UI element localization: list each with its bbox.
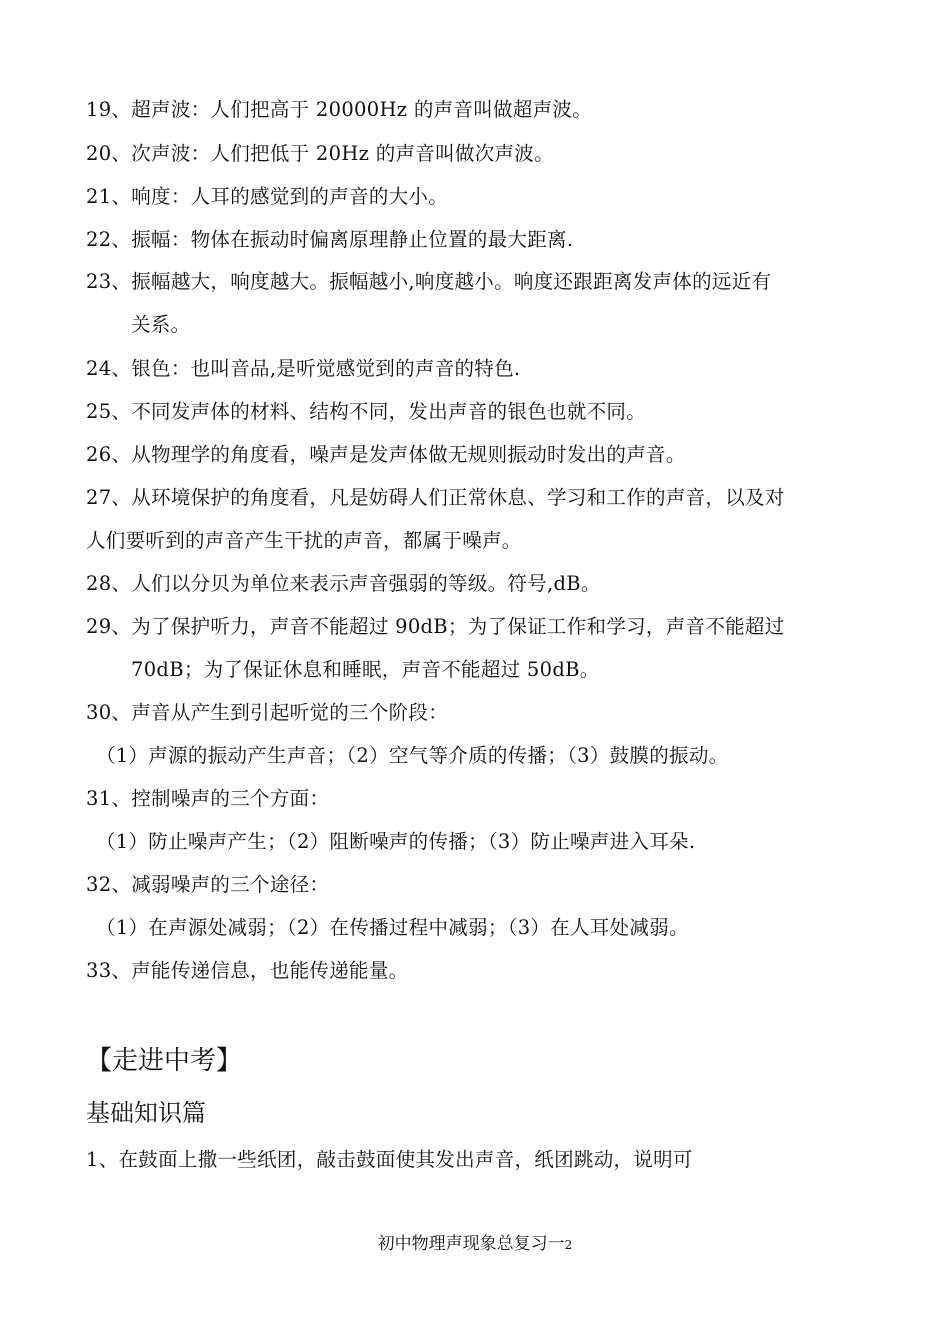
item-27-continuation: 人们要听到的声音产生干扰的声音，都属于噪声。 — [86, 529, 522, 552]
item-25: 25、不同发声体的材料、结构不同，发出声音的银色也就不同。 — [86, 400, 647, 423]
section-title: 【走进中考】 — [86, 1046, 243, 1076]
item-28: 28、人们以分贝为单位来表示声音强弱的等级。符号,dB。 — [86, 572, 601, 595]
item-22: 22、振幅：物体在振动时偏离原理静止位置的最大距离. — [86, 228, 574, 251]
item-23: 23、振幅越大，响度越大。振幅越小,响度越小。响度还跟距离发声体的远近有 — [86, 270, 772, 293]
item-23-continuation: 关系。 — [131, 313, 191, 336]
question-1: 1、在鼓面上撒一些纸团，敲击鼓面使其发出声音，纸团跳动，说明可 — [86, 1148, 693, 1171]
item-30-stages: （1）声源的振动产生声音；（2）空气等介质的传播；（3）鼓膜的振动。 — [96, 744, 729, 767]
item-31-aspects: （1）防止噪声产生；（2）阻断噪声的传播；（3）防止噪声进入耳朵. — [96, 830, 696, 853]
item-27: 27、从环境保护的角度看，凡是妨碍人们正常休息、学习和工作的声音，以及对 — [86, 486, 785, 509]
page-footer — [0, 1232, 950, 1257]
subsection-title: 基础知识篇 — [86, 1099, 206, 1127]
item-19: 19、超声波：人们把高于 20000Hz 的声音叫做超声波。 — [86, 98, 593, 121]
item-33: 33、声能传递信息，也能传递能量。 — [86, 959, 409, 982]
item-32-ways: （1）在声源处减弱；（2）在传播过程中减弱；（3）在人耳处减弱。 — [96, 916, 689, 939]
item-26: 26、从物理学的角度看，噪声是发声体做无规则振动时发出的声音。 — [86, 443, 686, 466]
page-number: 2 — [564, 1238, 573, 1252]
item-29-continuation: 70dB；为了保证休息和睡眠，声音不能超过 50dB。 — [131, 658, 600, 681]
item-31: 31、控制噪声的三个方面： — [86, 787, 330, 810]
item-24: 24、银色：也叫音品,是听觉感觉到的声音的特色. — [86, 357, 521, 380]
item-29: 29、为了保护听力，声音不能超过 90dB；为了保证工作和学习，声音不能超过 — [86, 615, 785, 638]
footer-text: 初中物理声现象总复习一 — [377, 1234, 565, 1254]
item-21: 21、响度：人耳的感觉到的声音的大小。 — [86, 185, 449, 208]
item-30: 30、声音从产生到引起听觉的三个阶段： — [86, 701, 449, 724]
item-20: 20、次声波：人们把低于 20Hz 的声音叫做次声波。 — [86, 142, 554, 165]
item-32: 32、减弱噪声的三个途径： — [86, 873, 330, 896]
